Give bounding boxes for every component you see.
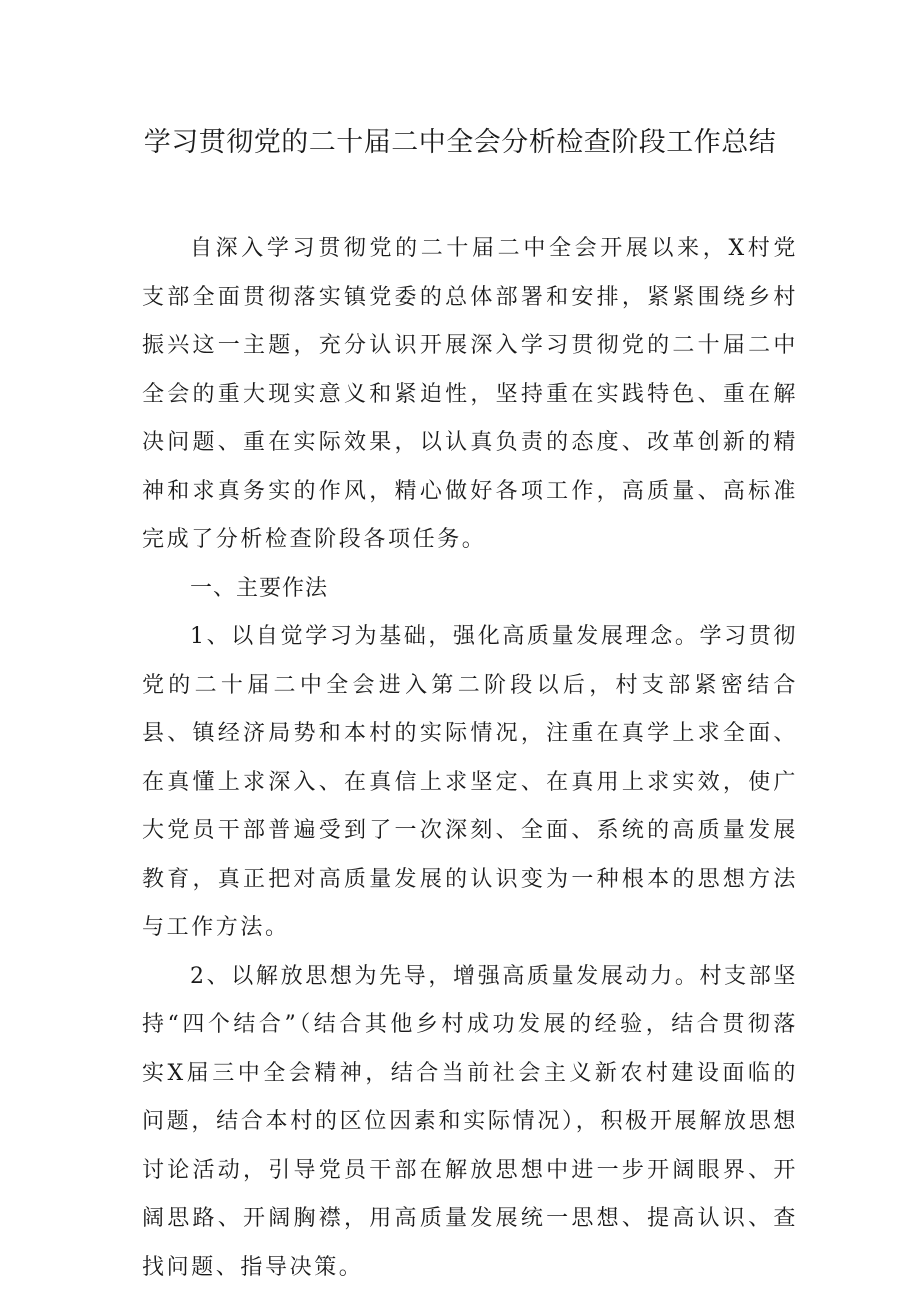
item-1-paragraph: 1、以自觉学习为基础，强化高质量发展理念。学习贯彻党的二十届二中全会进入第二阶段以后，村支部紧密结合县、镇经济局势和本村的实际情况，注重在真学上求全面、在真懂上求深入、在真信上求坚定、在真用上求实效，使广大党员干部普遍受到了一次深刻、全面、系统的高质量发展教育，真正把对高质量发展的认识变为一种根本的思想方法与工作方法。 [142,624,798,940]
document-title: 学习贯彻党的二十届二中全会分析检查阶段工作总结 [143,127,777,158]
item-2-paragraph: 2、以解放思想为先导，增强高质量发展动力。村支部坚持“四个结合”（结合其他乡村成功发展的经验，结合贯彻落实X届三中全会精神，结合当前社会主义新农村建设面临的问题，结合本村的区位因素和实际情况），积极开展解放思想讨论活动，引导党员干部在解放思想中进一步开阔眼界、开阔思路、开阔胸襟，用高质量发展统一思想、提高认识、查找问题、指导决策。 [142,963,798,1280]
document-body [142,225,798,1292]
intro-paragraph: 自深入学习贯彻党的二十届二中全会开展以来，X村党支部全面贯彻落实镇党委的总体部署和安排，紧紧围绕乡村振兴这一主题，充分认识开展深入学习贯彻党的二十届二中全会的重大现实意义和紧迫性，坚持重在实践特色、重在解决问题、重在实际效果，以认真负责的态度、改革创新的精神和求真务实的作风，精心做好各项工作，高质量、高标准完成了分析检查阶段各项任务。 [142,236,798,552]
section-heading-main-practices: 一、主要作法 [190,575,329,601]
